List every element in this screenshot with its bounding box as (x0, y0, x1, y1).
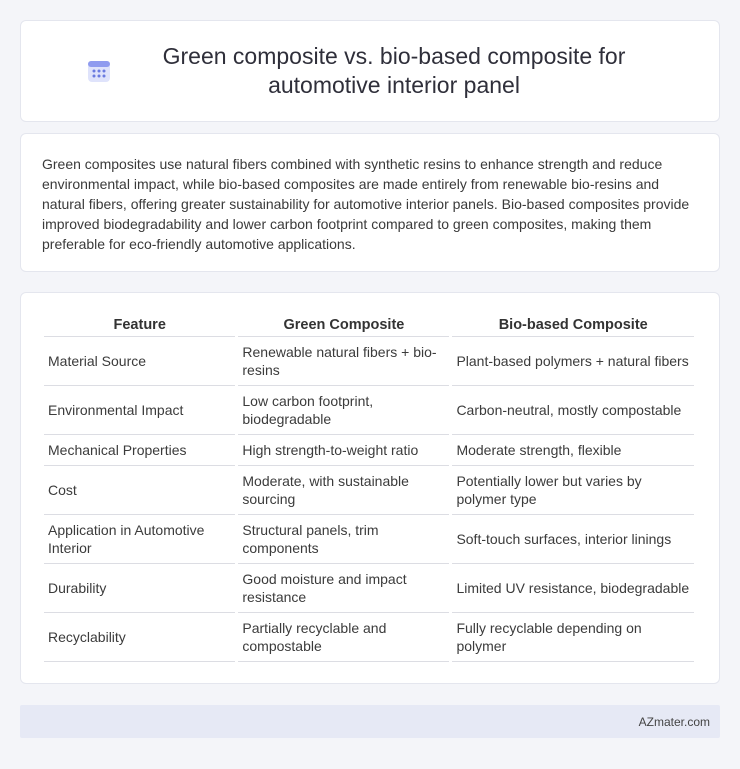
table-row (44, 564, 694, 613)
page-title: Green composite vs. bio-based composite for automotive interior panel (162, 43, 626, 98)
title-wrap (86, 42, 654, 100)
table-row (44, 337, 694, 386)
cell-feature: Durability (44, 564, 235, 613)
cell-green: Partially recyclable and compostable (238, 613, 449, 662)
cell-green: Low carbon footprint, biodegradable (238, 386, 449, 435)
comparison-table (41, 311, 697, 662)
cell-feature: Mechanical Properties (44, 435, 235, 466)
cell-bio: Potentially lower but varies by polymer type (452, 466, 694, 515)
cell-green: Moderate, with sustainable sourcing (238, 466, 449, 515)
table-row (44, 435, 694, 466)
title-card (20, 20, 720, 122)
table-header-row (44, 311, 694, 337)
table-row (44, 466, 694, 515)
footer-brand[interactable]: AZmater.com (638, 714, 710, 729)
cell-feature: Recyclability (44, 613, 235, 662)
table-row (44, 613, 694, 662)
cell-feature: Cost (44, 466, 235, 515)
footer-bar (20, 705, 720, 738)
cell-bio: Plant-based polymers + natural fibers (452, 337, 694, 386)
cell-bio: Limited UV resistance, biodegradable (452, 564, 694, 613)
cell-feature: Material Source (44, 337, 235, 386)
cell-green: Good moisture and impact resistance (238, 564, 449, 613)
table-row (44, 386, 694, 435)
calendar-grid-icon (86, 58, 112, 84)
cell-bio: Fully recyclable depending on polymer (452, 613, 694, 662)
cell-green: Structural panels, trim components (238, 515, 449, 564)
comparison-table-card (20, 292, 720, 684)
cell-bio: Moderate strength, flexible (452, 435, 694, 466)
cell-feature: Application in Automotive Interior (44, 515, 235, 564)
cell-green: Renewable natural fibers + bio-resins (238, 337, 449, 386)
cell-bio: Carbon-neutral, mostly compostable (452, 386, 694, 435)
header-bio-based-composite: Bio-based Composite (452, 311, 694, 337)
cell-feature: Environmental Impact (44, 386, 235, 435)
cell-bio: Soft-touch surfaces, interior linings (452, 515, 694, 564)
header-feature: Feature (44, 311, 235, 337)
cell-green: High strength-to-weight ratio (238, 435, 449, 466)
summary-card (20, 133, 720, 272)
header-green-composite: Green Composite (238, 311, 449, 337)
summary-paragraph: Green composites use natural fibers combined with synthetic resins to enhance strength and reduce environmental impact, while bio-based composites are made entirely from renewable bio-resins and natural fibers, offering greater sustainability for automotive interior panels. Bio-based composites provide improved biodegradability and lower carbon footprint compared to green composites, making them preferable for eco-friendly automotive applications. (42, 156, 690, 252)
table-row (44, 515, 694, 564)
